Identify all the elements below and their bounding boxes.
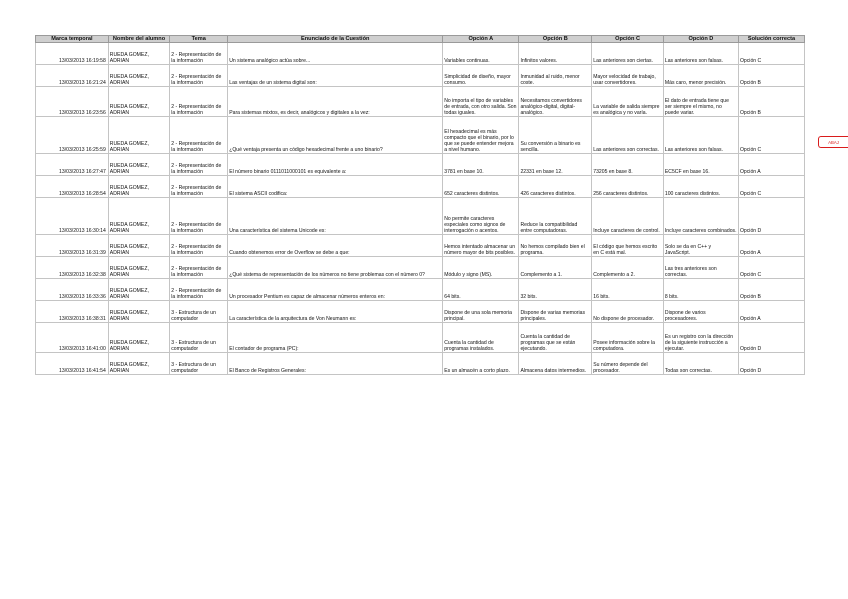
cell-topic[interactable]: 3 - Estructura de un computador: [170, 323, 228, 353]
cell-student-name[interactable]: RUEDA GOMEZ, ADRIAN: [108, 257, 169, 279]
cell-option-c[interactable]: Complemento a 2.: [592, 257, 664, 279]
cell-option-c[interactable]: No dispone de procesador.: [592, 301, 664, 323]
table-row: [36, 301, 805, 323]
cell-student-name[interactable]: RUEDA GOMEZ, ADRIAN: [108, 301, 169, 323]
table-row: [36, 257, 805, 279]
cell-option-d[interactable]: 100 caracteres distintos.: [663, 176, 738, 198]
cell-correct-answer[interactable]: Opción B: [738, 279, 804, 301]
cell-correct-answer[interactable]: Opción D: [738, 323, 804, 353]
cell-topic[interactable]: 2 - Representación de la información: [170, 43, 228, 65]
cell-option-c[interactable]: 16 bits.: [592, 279, 664, 301]
col-header-correct-answer[interactable]: Solución correcta: [738, 36, 804, 43]
cell-option-b[interactable]: Complemento a 1.: [519, 257, 592, 279]
cell-correct-answer[interactable]: Opción B: [738, 87, 804, 117]
col-header-topic[interactable]: Tema: [170, 36, 228, 43]
cell-question[interactable]: Un sistema analógico actúa sobre...: [228, 43, 443, 65]
cell-correct-answer[interactable]: Opción D: [738, 198, 804, 235]
cell-correct-answer[interactable]: Opción A: [738, 235, 804, 257]
cell-option-a[interactable]: Variables continuas.: [443, 43, 519, 65]
cell-topic[interactable]: 2 - Representación de la información: [170, 65, 228, 87]
cell-option-a[interactable]: 652 caracteres distintos.: [443, 176, 519, 198]
cell-option-c[interactable]: 256 caracteres distintos.: [592, 176, 664, 198]
col-header-option-c[interactable]: Opción C: [592, 36, 664, 43]
cell-option-d[interactable]: Más caro, menor precisión.: [663, 65, 738, 87]
cell-timestamp[interactable]: 13/03/2013 16:38:31: [36, 301, 109, 323]
col-header-student-name[interactable]: Nombre del alumno: [108, 36, 169, 43]
table-row: [36, 235, 805, 257]
cell-topic[interactable]: 3 - Estructura de un computador: [170, 301, 228, 323]
cell-timestamp[interactable]: 13/03/2013 16:21:24: [36, 65, 109, 87]
cell-topic[interactable]: 2 - Representación de la información: [170, 279, 228, 301]
cell-question[interactable]: Las ventajas de un sistema digital son:: [228, 65, 443, 87]
cell-student-name[interactable]: RUEDA GOMEZ, ADRIAN: [108, 353, 169, 375]
cell-option-d[interactable]: Dispone de varios procesadores.: [663, 301, 738, 323]
cell-student-name[interactable]: RUEDA GOMEZ, ADRIAN: [108, 198, 169, 235]
cell-option-b[interactable]: 22331 en base 12.: [519, 154, 592, 176]
col-header-option-a[interactable]: Opción A: [443, 36, 519, 43]
cell-student-name[interactable]: RUEDA GOMEZ, ADRIAN: [108, 176, 169, 198]
cell-correct-answer[interactable]: Opción D: [738, 353, 804, 375]
cell-option-b[interactable]: Inmunidad al ruido, menor coste.: [519, 65, 592, 87]
cell-question[interactable]: Una característica del sistema Unicode es:: [228, 198, 443, 235]
cell-option-c[interactable]: Posee información sobre la computadora.: [592, 323, 664, 353]
cell-option-b[interactable]: Dispone de varias memorias principales.: [519, 301, 592, 323]
cell-option-a[interactable]: Dispone de una sola memoria principal.: [443, 301, 519, 323]
cell-topic[interactable]: 2 - Representación de la información: [170, 176, 228, 198]
cell-option-d[interactable]: Las anteriores son falsas.: [663, 117, 738, 154]
col-header-timestamp[interactable]: Marca temporal: [36, 36, 109, 43]
cell-option-d[interactable]: Las tres anteriores son correctas.: [663, 257, 738, 279]
cell-student-name[interactable]: RUEDA GOMEZ, ADRIAN: [108, 87, 169, 117]
table-body: [36, 43, 805, 375]
cell-option-d[interactable]: Solo se da en C++ y JavaScript.: [663, 235, 738, 257]
cell-option-a[interactable]: El hexadecimal es más compacto que el binario, por lo que se puede entender mejora a nivel humano.: [443, 117, 519, 154]
cell-option-c[interactable]: La variable de salida siempre es analógica y no varía.: [592, 87, 664, 117]
col-header-option-d[interactable]: Opción D: [663, 36, 738, 43]
cell-topic[interactable]: 2 - Representación de la información: [170, 154, 228, 176]
cell-option-b[interactable]: 32 bits.: [519, 279, 592, 301]
cell-option-a[interactable]: Simplicidad de diseño, mayor consumo.: [443, 65, 519, 87]
table-row: [36, 65, 805, 87]
cell-option-d[interactable]: 8 bits.: [663, 279, 738, 301]
cell-correct-answer[interactable]: Opción A: [738, 301, 804, 323]
cell-option-c[interactable]: Incluye caracteres de control.: [592, 198, 664, 235]
cell-question[interactable]: ¿Qué sistema de representación de los números no tiene problemas con el número 0?: [228, 257, 443, 279]
cell-option-d[interactable]: EC5CF en base 16.: [663, 154, 738, 176]
cell-question[interactable]: La característica de la arquitectura de Von Neumann es:: [228, 301, 443, 323]
cell-student-name[interactable]: RUEDA GOMEZ, ADRIAN: [108, 117, 169, 154]
cell-topic[interactable]: 2 - Representación de la información: [170, 198, 228, 235]
col-header-option-b[interactable]: Opción B: [519, 36, 592, 43]
cell-option-a[interactable]: Es un almacén a corto plazo.: [443, 353, 519, 375]
cell-option-d[interactable]: Las anteriores son falsas.: [663, 43, 738, 65]
cell-correct-answer[interactable]: Opción B: [738, 65, 804, 87]
cell-option-b[interactable]: 426 caracteres distintos.: [519, 176, 592, 198]
cell-option-b[interactable]: Infinitos valores.: [519, 43, 592, 65]
cell-question[interactable]: El sistema ASCII codifica:: [228, 176, 443, 198]
table-row: [36, 323, 805, 353]
cell-option-a[interactable]: Hemos intentado almacenar un número mayor de bits posibles.: [443, 235, 519, 257]
cell-timestamp[interactable]: 13/03/2013 16:23:56: [36, 87, 109, 117]
cell-correct-answer[interactable]: Opción C: [738, 176, 804, 198]
cell-student-name[interactable]: RUEDA GOMEZ, ADRIAN: [108, 43, 169, 65]
cell-option-a[interactable]: Módulo y signo (MS).: [443, 257, 519, 279]
cell-option-a[interactable]: 3781 en base 10.: [443, 154, 519, 176]
cell-correct-answer[interactable]: Opción C: [738, 257, 804, 279]
cell-option-c[interactable]: Mayor velocidad de trabajo, usar convertidores.: [592, 65, 664, 87]
cell-topic[interactable]: 2 - Representación de la información: [170, 257, 228, 279]
cell-topic[interactable]: 2 - Representación de la información: [170, 87, 228, 117]
cell-question[interactable]: Cuando obtenemos error de Overflow se debe a que:: [228, 235, 443, 257]
cell-student-name[interactable]: RUEDA GOMEZ, ADRIAN: [108, 154, 169, 176]
table-row: [36, 154, 805, 176]
cell-timestamp[interactable]: 13/03/2013 16:32:38: [36, 257, 109, 279]
table-row: [36, 279, 805, 301]
cell-correct-answer[interactable]: Opción C: [738, 43, 804, 65]
cell-topic[interactable]: 2 - Representación de la información: [170, 235, 228, 257]
table-row: [36, 198, 805, 235]
cell-option-c[interactable]: Las anteriores son ciertas.: [592, 43, 664, 65]
cell-option-a[interactable]: No permite caracteres especiales como signos de interrogación o acentos.: [443, 198, 519, 235]
cell-option-b[interactable]: No hemos compilado bien el programa.: [519, 235, 592, 257]
cell-timestamp[interactable]: 13/03/2013 16:30:14: [36, 198, 109, 235]
cell-option-a[interactable]: No importa el tipo de variables de entrada, con otro salida. Son todas iguales.: [443, 87, 519, 117]
cell-timestamp[interactable]: 13/03/2013 16:28:54: [36, 176, 109, 198]
cell-question[interactable]: El número binario 0111011000101 es equivalente a:: [228, 154, 443, 176]
cell-option-a[interactable]: Cuenta la cantidad de programas instalados.: [443, 323, 519, 353]
cell-topic[interactable]: 2 - Representación de la información: [170, 117, 228, 154]
cell-student-name[interactable]: RUEDA GOMEZ, ADRIAN: [108, 65, 169, 87]
cell-option-c[interactable]: Su número depende del procesador.: [592, 353, 664, 375]
cell-option-a[interactable]: 64 bits.: [443, 279, 519, 301]
responses-table: [35, 35, 805, 375]
cell-option-b[interactable]: Su conversión a binario es sencilla.: [519, 117, 592, 154]
cell-timestamp[interactable]: 13/03/2013 16:41:00: [36, 323, 109, 353]
cell-option-b[interactable]: Cuenta la cantidad de programas que se están ejecutando.: [519, 323, 592, 353]
cell-timestamp[interactable]: 13/03/2013 16:33:36: [36, 279, 109, 301]
header-row: [36, 36, 805, 43]
cell-timestamp[interactable]: 13/03/2013 16:25:59: [36, 117, 109, 154]
table-row: [36, 176, 805, 198]
cell-correct-answer[interactable]: Opción A: [738, 154, 804, 176]
table-row: [36, 353, 805, 375]
cell-timestamp[interactable]: 13/03/2013 16:31:39: [36, 235, 109, 257]
table-row: [36, 117, 805, 154]
cell-timestamp[interactable]: 13/03/2013 16:41:54: [36, 353, 109, 375]
cell-student-name[interactable]: RUEDA GOMEZ, ADRIAN: [108, 323, 169, 353]
cell-option-c[interactable]: El código que hemos escrito en C está mal.: [592, 235, 664, 257]
cell-option-d[interactable]: Incluye caracteres combinados.: [663, 198, 738, 235]
cell-topic[interactable]: 3 - Estructura de un computador: [170, 353, 228, 375]
col-header-question[interactable]: Enunciado de la Cuestión: [228, 36, 443, 43]
table-row: [36, 43, 805, 65]
cell-question[interactable]: ¿Qué ventaja presenta un código hexadecimal frente a uno binario?: [228, 117, 443, 154]
table-row: [36, 87, 805, 117]
cell-question[interactable]: Para sistemas mixtos, es decir, analógicos y digitales a la vez:: [228, 87, 443, 117]
cell-question[interactable]: El Banco de Registros Generales:: [228, 353, 443, 375]
cell-option-c[interactable]: Las anteriores son correctas.: [592, 117, 664, 154]
cell-question[interactable]: Un procesador Pentium es capaz de almacenar números enteros en:: [228, 279, 443, 301]
cell-timestamp[interactable]: 13/03/2013 16:19:58: [36, 43, 109, 65]
cell-question[interactable]: El contador de programa (PC):: [228, 323, 443, 353]
cell-option-b[interactable]: Necesitamos convertidores analógico-digital, digital-analógico.: [519, 87, 592, 117]
cell-student-name[interactable]: RUEDA GOMEZ, ADRIAN: [108, 235, 169, 257]
cell-student-name[interactable]: RUEDA GOMEZ, ADRIAN: [108, 279, 169, 301]
cell-option-d[interactable]: Es un registro con la dirección de la siguiente instrucción a ejecutar.: [663, 323, 738, 353]
cell-option-b[interactable]: Almacena datos intermedios.: [519, 353, 592, 375]
cell-option-c[interactable]: 73205 en base 8.: [592, 154, 664, 176]
cell-correct-answer[interactable]: Opción C: [738, 117, 804, 154]
cell-timestamp[interactable]: 13/03/2013 16:27:47: [36, 154, 109, 176]
cell-option-d[interactable]: Todas son correctas.: [663, 353, 738, 375]
table-header: [36, 36, 805, 43]
side-tab-label[interactable]: ABAJ: [818, 136, 848, 148]
cell-option-d[interactable]: El dato de entrada tiene que ser siempre el mismo, no puede variar.: [663, 87, 738, 117]
cell-option-b[interactable]: Reduce la compatibilidad entre computadoras.: [519, 198, 592, 235]
